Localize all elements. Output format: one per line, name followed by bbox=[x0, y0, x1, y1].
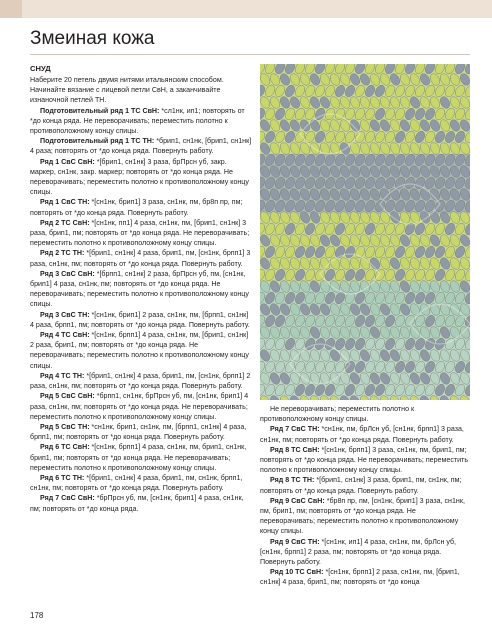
row-label: Ряд 4 ТС ТН: bbox=[40, 371, 85, 380]
left-text-column bbox=[30, 64, 254, 604]
row-label: Ряд 7 СвС ТН: bbox=[270, 425, 320, 434]
instruction-row bbox=[30, 371, 254, 391]
instruction-row bbox=[30, 310, 254, 330]
row-text: *[сн1нк, брпп1] 4 раза, сн1нк, пм, брип1, сн1нк, брип1, пм; повторять от *до конца ряда. Не переворачивать; переместить полотно к противоположному концу спицы. bbox=[30, 443, 247, 472]
row-label: Ряд 1 СвС СвН: bbox=[40, 157, 95, 166]
instruction-row bbox=[30, 248, 254, 268]
row-text: *[сн1нк, ип1] 4 раза, сн1нк, пм, брЛсн уб, [сн1нк, брпп1] 2 раза, пм; повторять от *до конца ряда. Повернуть работу. bbox=[260, 537, 457, 567]
instruction-row bbox=[30, 391, 254, 422]
row-label: Ряд 5 СвС СвН: bbox=[40, 392, 95, 401]
instruction-row bbox=[260, 445, 470, 476]
row-text: *брПрсн уб, пм, [сн1нк, брип1] 4 раза, сн1нк, пм; повторять от *до конца ряда. bbox=[30, 494, 244, 513]
row-label: Подготовительный ряд 1 ТС СвН: bbox=[40, 106, 160, 115]
row-label: Ряд 3 СвС ТН: bbox=[40, 310, 90, 319]
row-text: *[брип1, сн1нк] 4 раза, брип1, пм, [сн1нк, брпп1] 3 раза, сн1нк, пм; повторять от *до конца ряда. Повернуть работу. bbox=[30, 249, 251, 268]
row-label: Ряд 8 ТС СвН: bbox=[270, 445, 320, 454]
instruction-row bbox=[30, 422, 254, 442]
instruction-row bbox=[30, 330, 254, 371]
row-text: Не переворачивать; переместить полотно к противоположному концу спицы. bbox=[260, 405, 415, 424]
instruction-row bbox=[30, 473, 254, 493]
row-label: Ряд 9 СвС СвН: bbox=[270, 496, 325, 505]
instruction-row bbox=[30, 106, 254, 137]
instruction-row bbox=[260, 537, 470, 568]
row-text: *[сн1нк, брпп1] 4 раза, сн1нк, пм, [брип1, сн1нк] 2 раза, брип1, пм; повторять от *до конца ряда. Не переворачивать; переместить полотно к противоположному концу спицы. bbox=[30, 331, 249, 370]
instruction-row bbox=[260, 496, 470, 537]
row-label: Ряд 6 ТС ТН: bbox=[40, 473, 85, 482]
row-text: *сл1нк, ип1; повторять от *до конца ряда. Не переворачивать; переместить полотно к противоположному концу спицы. bbox=[30, 106, 245, 136]
knit-texture-image bbox=[260, 64, 470, 400]
instruction-row bbox=[260, 424, 470, 444]
section-title: СНУД bbox=[30, 64, 51, 73]
instruction-row bbox=[30, 442, 254, 473]
row-text: *сн1нк, пм, брЛсн уб, [сн1нк, брпп1] 3 раза, сн1нк, пм; повторять от *до конца ряда. Повернуть работу. bbox=[260, 425, 464, 444]
instruction-row bbox=[30, 197, 254, 217]
row-text: *[сн1нк, пп1] 4 раза, сн1нк, пм, [брип1, сн1нк] 3 раза, брип1, пм; повторять от *до конца ряда. Не переворачивать; переместить полотно к противоположному концу спицы. bbox=[30, 218, 250, 248]
row-text: *[сн1нк, брпп1] 2 раза, сн1нк, пм, [брип1, сн1нк] 4 раза, брип1, пм; повторять от *до конца bbox=[260, 568, 460, 587]
instruction-row bbox=[30, 269, 254, 310]
instruction-row bbox=[30, 136, 254, 156]
row-text: *[брип1, сн1нк] 3 раза, брПрсн уб, закр. маркер, сн1нк, закр. маркер; повторять от *до конца ряда. Не переворачивать; переместить полотно к противоположному концу спицы. bbox=[30, 157, 249, 197]
row-label: Ряд 6 ТС СвН: bbox=[40, 443, 90, 452]
row-label: Ряд 2 ТС СвН: bbox=[40, 218, 90, 227]
instruction-row bbox=[30, 218, 254, 249]
row-label: Ряд 2 ТС ТН: bbox=[40, 249, 85, 258]
right-row-instructions bbox=[260, 404, 470, 588]
instruction-row bbox=[30, 157, 254, 198]
row-text: *сн1нк, брип1, сн1нк, пм, [брпп1, сн1нк] 4 раза, брпп1, пм; повторять от *до конца ряда. Повернуть работу. bbox=[30, 422, 247, 442]
row-label: Подготовительный ряд 1 ТС ТН: bbox=[40, 137, 155, 146]
row-text: *брпп1, сн1нк, брПрсн уб, пм, [сн1нк, брип1] 4 раза, сн1нк, пм; повторять от *до конца ряда. Не переворачивать; переместить полотно к противоположному концу спицы. bbox=[30, 392, 249, 421]
page-number: 178 bbox=[30, 611, 44, 620]
row-text: *[брип1, сн1нк] 4 раза, брип1, пм, сн1нк, брпп1, сн1нк, пм; повторять от *до конца ряда. Повернуть работу. bbox=[30, 473, 243, 493]
row-label: Ряд 3 СвС СвН: bbox=[40, 269, 95, 278]
row-label: Ряд 8 ТС ТН: bbox=[270, 476, 315, 485]
row-label: Ряд 9 СвС ТН: bbox=[270, 537, 320, 546]
row-text: *бр8п пр, пм, [сн1нк, брип1] 3 раза, сн1нк, пм, брип1, пм; повторять от *до конца ряда. Не переворачивать; переместить полотно к противоположному концу спицы. bbox=[260, 496, 465, 536]
knitting-photo bbox=[260, 64, 470, 400]
row-text: *[сн1нк, брпп1] 3 раза, сн1нк, пм, брип1, пм; повторять от *до конца ряда. Не переворачивать; переместить полотно к противоположному концу спицы. bbox=[260, 445, 469, 475]
intro-paragraph: Наберите 20 петель двумя нитями итальянским способом. Начинайте вязание с лицевой петли СвН, а заканчивайте изнаночной петлей ТН. bbox=[30, 76, 224, 105]
row-text: *[сн1нк, брип1] 3 раза, сн1нк, пм, бр8п пр, пм; повторять от *до конца ряда. Повернуть работу. bbox=[30, 198, 243, 217]
right-text-column bbox=[260, 404, 470, 604]
instruction-row bbox=[260, 475, 470, 495]
title-divider bbox=[30, 54, 470, 55]
row-label: Ряд 10 ТС СвН: bbox=[270, 568, 324, 577]
row-label: Ряд 1 СвС ТН: bbox=[40, 198, 90, 207]
header-band bbox=[0, 0, 492, 18]
page-title: Змеиная кожа bbox=[30, 28, 155, 49]
header-accent-block bbox=[0, 0, 22, 18]
row-label: Ряд 4 ТС СвН: bbox=[40, 331, 90, 340]
row-label: Ряд 5 СвС ТН: bbox=[40, 422, 90, 431]
instruction-row bbox=[260, 404, 470, 424]
instruction-row bbox=[30, 493, 254, 513]
row-text: *[брпп1, сн1нк] 2 раза, брПрсн уб, пм, [сн1нк, брип1] 4 раза, сн1нк, пм; повторять от *до конца ряда. Не переворачивать; переместить полотно к противоположному концу спицы. bbox=[30, 269, 249, 309]
row-text: *[брип1, сн1нк] 4 раза, брип1, пм, [сн1нк, брпп1] 2 раза, сн1нк, пм; повторять от *до конца ряда. Повернуть работу. bbox=[30, 371, 251, 391]
row-label: Ряд 7 СвС СвН: bbox=[40, 494, 95, 503]
row-text: *брип1, сн1нк, [брип1, сн1нк] 4 раза; повторять от *до конца ряда. Повернуть работу. bbox=[30, 137, 252, 156]
left-row-instructions bbox=[30, 106, 254, 514]
instruction-row bbox=[260, 567, 470, 587]
row-text: *[сн1нк, брип1] 2 раза, сн1нк, пм, [брпп1, сн1нк] 4 раза, брпп1, пм; повторять от *до конца ряда. Повернуть работу. bbox=[30, 310, 250, 329]
row-text: *[брип1, сн1нк] 3 раза, брип1, пм, сн1нк, пм; повторять от *до конца ряда. Повернуть работу. bbox=[260, 476, 462, 495]
